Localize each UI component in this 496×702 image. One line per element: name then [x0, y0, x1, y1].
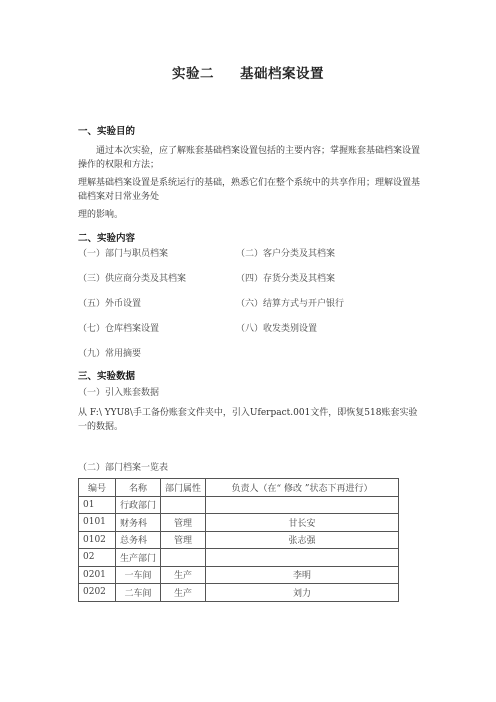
- table-cell: [161, 496, 206, 514]
- content-item: （七）仓库档案设置: [78, 324, 160, 334]
- table-cell: [161, 549, 206, 567]
- table-cell: 行政部门: [116, 496, 161, 514]
- content-item: （五）外币设置: [78, 299, 142, 309]
- table-cell: 李明: [206, 566, 399, 584]
- content-item: （四）存货分类及其档案: [236, 274, 336, 284]
- table-cell: [206, 549, 399, 567]
- page-title: [0, 62, 496, 82]
- header-cell: 编号: [79, 479, 116, 497]
- header-cell: 名称: [116, 479, 161, 497]
- table-cell: 财务科: [116, 514, 161, 532]
- table-row: [79, 496, 399, 514]
- table-cell: 管理: [161, 514, 206, 532]
- data-subheading-import: （一）引入账套数据: [78, 388, 160, 398]
- title-right: 基础档案设置: [240, 66, 324, 82]
- table-row: [79, 514, 399, 532]
- table-cell: 0101: [79, 514, 116, 532]
- table-cell: 0202: [79, 584, 116, 602]
- content-item: （二）客户分类及其档案: [236, 249, 336, 259]
- content-item: （八）收发类别设置: [236, 324, 318, 334]
- content-item: （三）供应商分类及其档案: [78, 274, 187, 284]
- table-cell: 张志强: [206, 531, 399, 549]
- table-cell: 刘力: [206, 584, 399, 602]
- table-cell: 生产: [161, 566, 206, 584]
- content-item: （六）结算方式与开户银行: [236, 299, 345, 309]
- table-cell: 甘长安: [206, 514, 399, 532]
- data-subheading-department: （二）部门档案一览表: [78, 463, 169, 473]
- table-cell: 0102: [79, 531, 116, 549]
- import-instruction: 从 F:\ YYU8\手工备份账套文件夹中，引入Uferpact.001文件，即恢复518账套实验一的数据。: [78, 408, 418, 432]
- table-cell: 02: [79, 549, 116, 567]
- header-cell: 负责人（在“ 修改 ”状态下再进行）: [206, 479, 399, 497]
- section-heading-purpose: 一、实验目的: [78, 126, 136, 137]
- table-cell: 01: [79, 496, 116, 514]
- table-cell: 一车间: [116, 566, 161, 584]
- table-cell: 生产部门: [116, 549, 161, 567]
- table-row: [79, 584, 399, 602]
- table-row: [79, 549, 399, 567]
- purpose-paragraph-2: 理解基础档案设置是系统运行的基础，熟悉它们在整个系统中的共享作用；理解设置基础档案对日常业务处: [78, 178, 421, 202]
- title-left: 实验二: [172, 66, 214, 82]
- department-table: [78, 478, 399, 602]
- table-cell: 二车间: [116, 584, 161, 602]
- header-cell: 部门属性: [161, 479, 206, 497]
- table-cell: 总务科: [116, 531, 161, 549]
- section-heading-data: 三、实验数据: [78, 371, 136, 382]
- table-header-row: [79, 479, 399, 497]
- table-row: [79, 531, 399, 549]
- content-item: （一）部门与职员档案: [78, 249, 169, 259]
- purpose-paragraph-1: 通过本次实验，应了解账套基础档案设置包括的主要内容；掌握账套基础档案设置操作的权限和方法；: [78, 146, 421, 170]
- table-cell: 生产: [161, 584, 206, 602]
- content-item: （九）常用摘要: [78, 349, 142, 359]
- table-cell: 管理: [161, 531, 206, 549]
- purpose-paragraph-3: 理的影响。: [78, 210, 124, 220]
- section-heading-content: 二、实验内容: [78, 233, 136, 244]
- table-cell: [206, 496, 399, 514]
- table-row: [79, 566, 399, 584]
- table-cell: 0201: [79, 566, 116, 584]
